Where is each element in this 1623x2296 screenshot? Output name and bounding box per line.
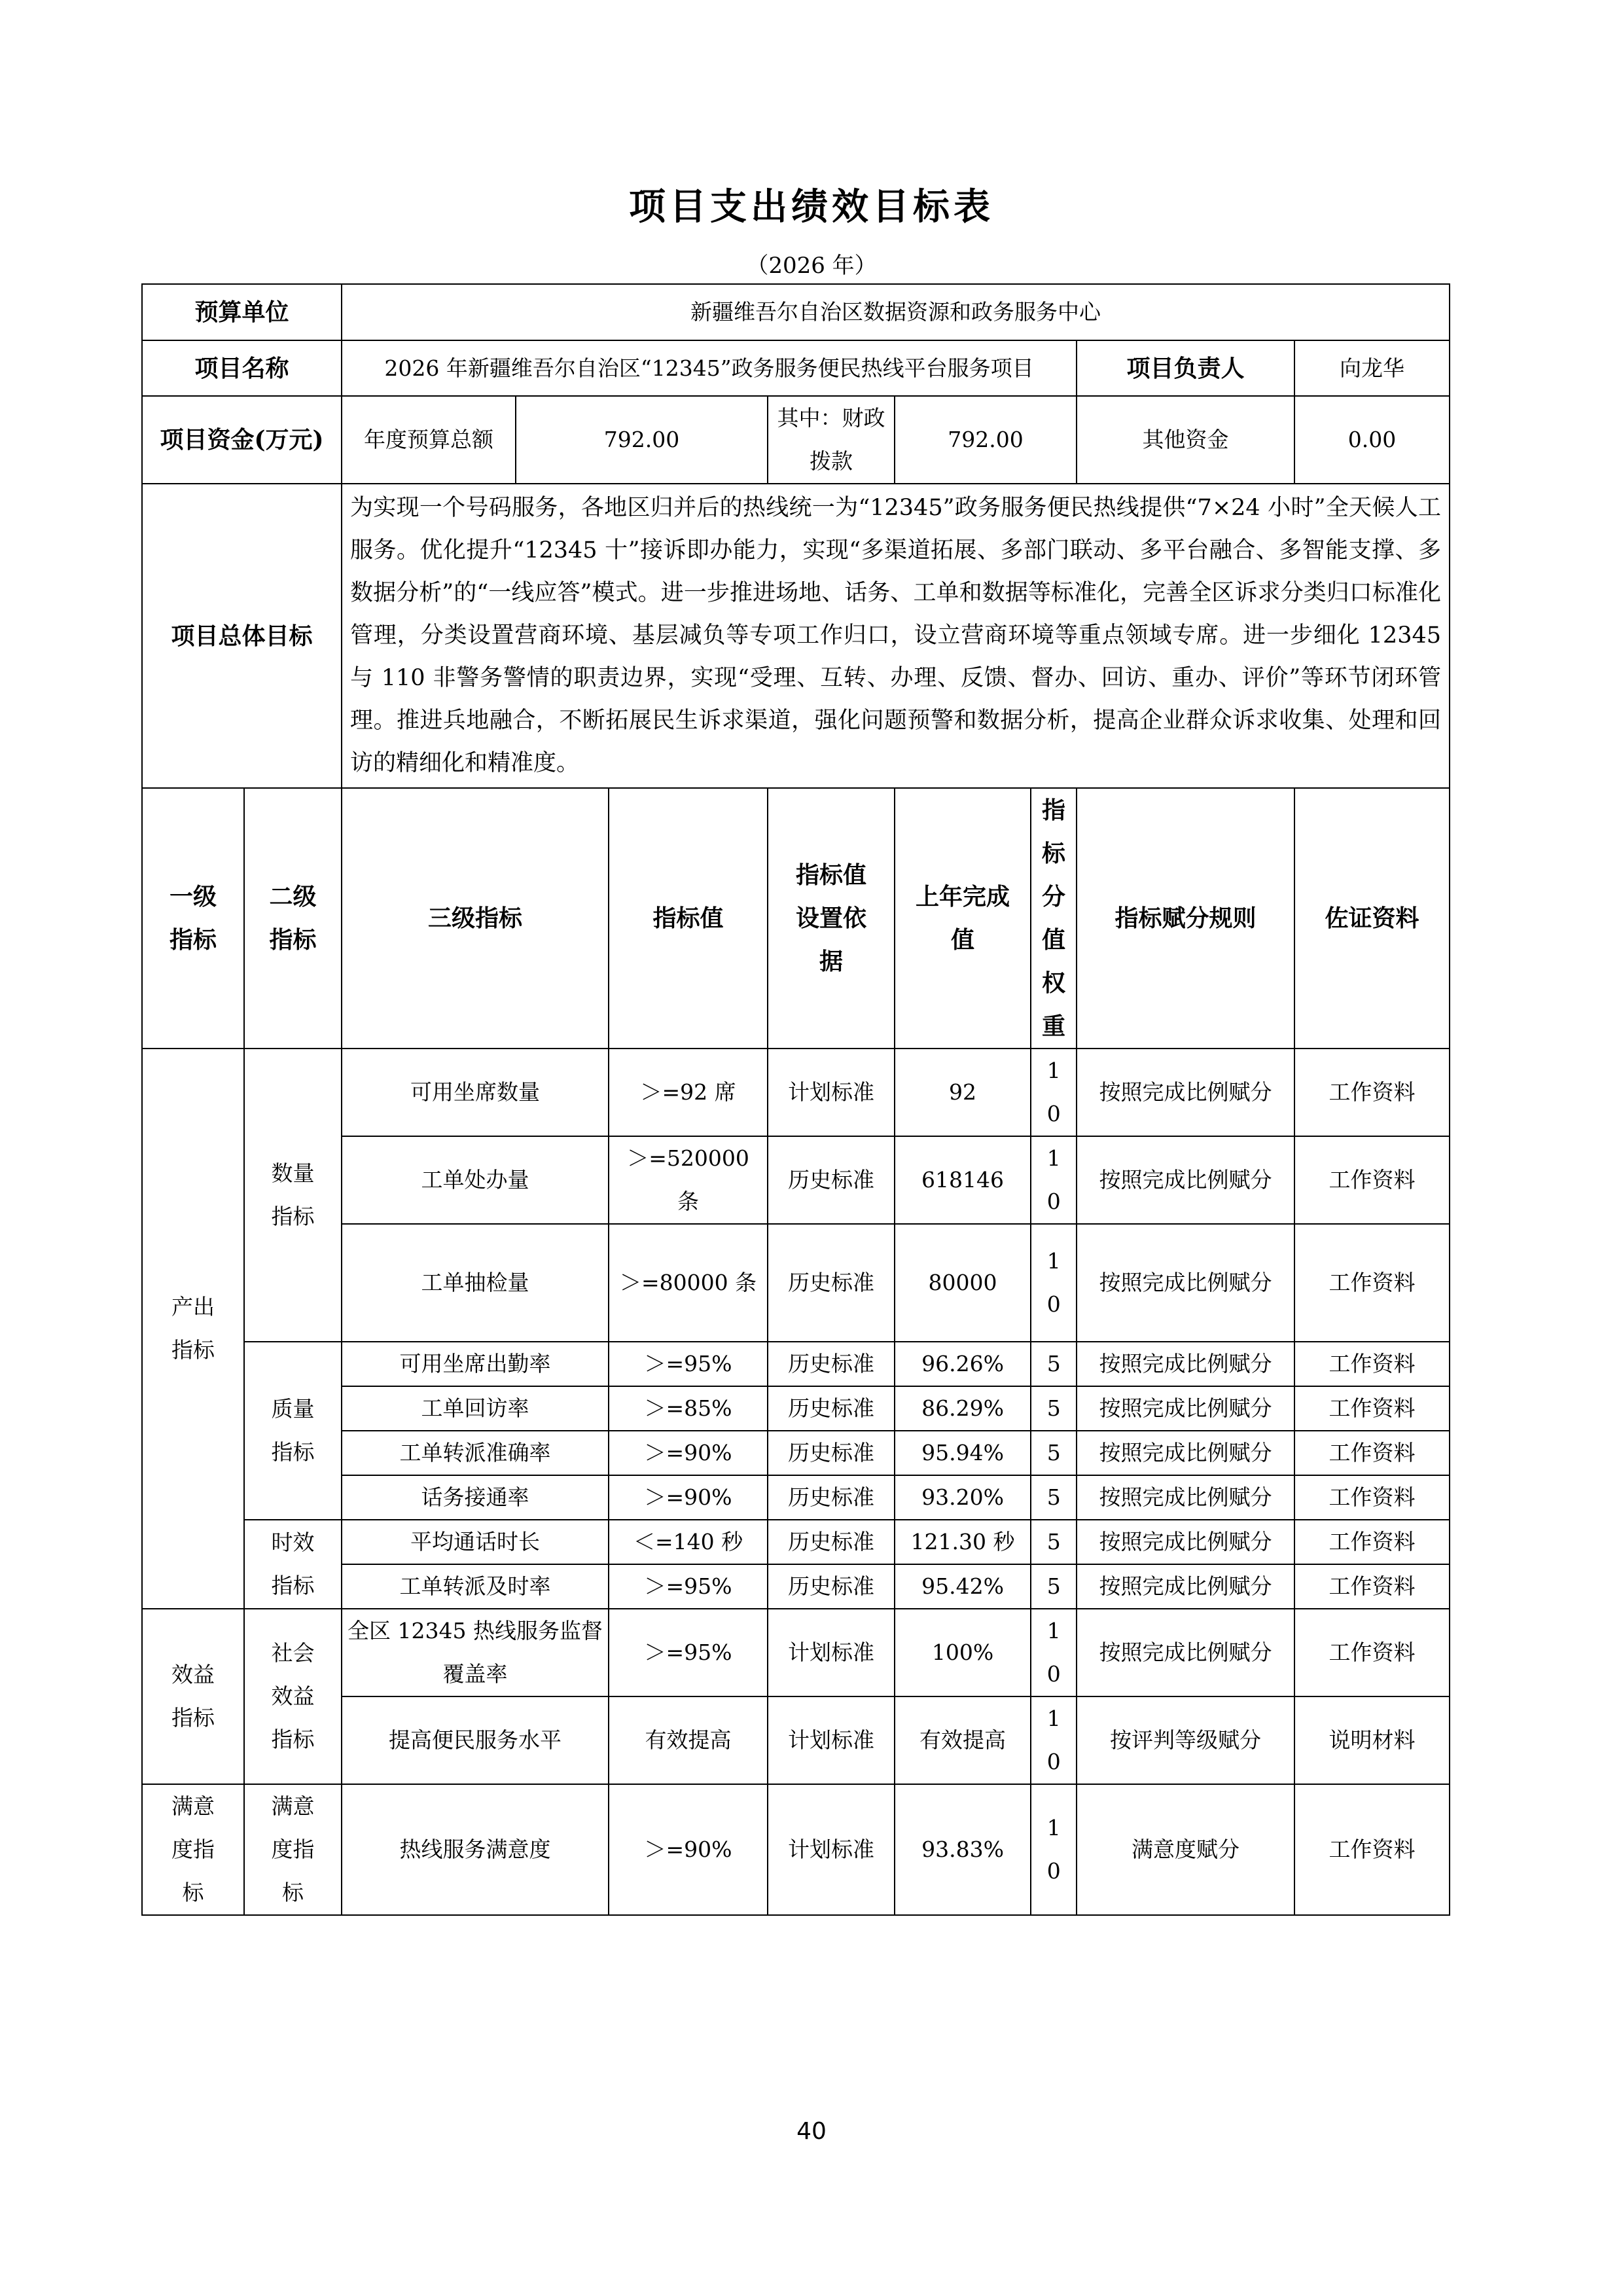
indicator-basis: 历史标准 xyxy=(768,1475,895,1520)
level2-indicator: 社会效益指标 xyxy=(244,1609,342,1784)
evidence: 工作资料 xyxy=(1294,1564,1450,1609)
last-year-value: 93.20% xyxy=(895,1475,1031,1520)
other-funds-value: 0.00 xyxy=(1294,396,1450,484)
indicator-basis: 计划标准 xyxy=(768,1696,895,1784)
indicator-weight: 10 xyxy=(1031,1049,1077,1136)
level3-indicator: 全区 12345 热线服务监督覆盖率 xyxy=(342,1609,609,1696)
indicator-basis: 历史标准 xyxy=(768,1386,895,1431)
level3-indicator: 可用坐席出勤率 xyxy=(342,1342,609,1386)
owner-label: 项目负责人 xyxy=(1077,340,1294,396)
indicator-weight: 5 xyxy=(1031,1520,1077,1564)
indicator-value: ＞=95% xyxy=(609,1564,768,1609)
fiscal-label: 其中：财政拨款 xyxy=(768,396,895,484)
annual-budget-label: 年度预算总额 xyxy=(342,396,516,484)
last-year-value: 80000 xyxy=(895,1224,1031,1342)
indicator-row xyxy=(142,1784,1450,1915)
header-row xyxy=(142,788,1450,1049)
level2-indicator: 时效指标 xyxy=(244,1520,342,1609)
header-last-year: 上年完成值 xyxy=(895,788,1031,1049)
owner-value: 向龙华 xyxy=(1294,340,1450,396)
indicator-basis: 计划标准 xyxy=(768,1049,895,1136)
indicator-basis: 历史标准 xyxy=(768,1342,895,1386)
indicator-weight: 10 xyxy=(1031,1784,1077,1915)
indicator-value: ＞=90% xyxy=(609,1431,768,1475)
indicator-value: ＞=95% xyxy=(609,1609,768,1696)
level1-indicator: 效益指标 xyxy=(142,1609,244,1784)
indicator-basis: 历史标准 xyxy=(768,1431,895,1475)
scoring-rule: 满意度赋分 xyxy=(1077,1784,1294,1915)
indicator-value: ＞=80000 条 xyxy=(609,1224,768,1342)
header-basis: 指标值设置依据 xyxy=(768,788,895,1049)
evidence: 工作资料 xyxy=(1294,1609,1450,1696)
indicator-value: ＞=90% xyxy=(609,1784,768,1915)
indicator-value: ＜=140 秒 xyxy=(609,1520,768,1564)
level3-indicator: 话务接通率 xyxy=(342,1475,609,1520)
level3-indicator: 工单处办量 xyxy=(342,1136,609,1224)
page-title: 项目支出绩效目标表 xyxy=(629,185,994,228)
scoring-rule: 按照完成比例赋分 xyxy=(1077,1520,1294,1564)
last-year-value: 96.26% xyxy=(895,1342,1031,1386)
scoring-rule: 按照完成比例赋分 xyxy=(1077,1136,1294,1224)
indicator-weight: 10 xyxy=(1031,1136,1077,1224)
indicator-value: ＞=90% xyxy=(609,1475,768,1520)
goal-label: 项目总体目标 xyxy=(142,484,342,788)
scoring-rule: 按照完成比例赋分 xyxy=(1077,1049,1294,1136)
indicator-weight: 5 xyxy=(1031,1475,1077,1520)
indicator-weight: 5 xyxy=(1031,1431,1077,1475)
level3-indicator: 提高便民服务水平 xyxy=(342,1696,609,1784)
project-name-row xyxy=(142,340,1450,396)
level1-indicator: 产出指标 xyxy=(142,1049,244,1609)
unit-row xyxy=(142,284,1450,340)
level3-indicator: 工单转派及时率 xyxy=(342,1564,609,1609)
project-name-value: 2026 年新疆维吾尔自治区“12345”政务服务便民热线平台服务项目 xyxy=(342,340,1077,396)
header-level3: 三级指标 xyxy=(342,788,609,1049)
scoring-rule: 按照完成比例赋分 xyxy=(1077,1224,1294,1342)
level3-indicator: 热线服务满意度 xyxy=(342,1784,609,1915)
header-level1: 一级指标 xyxy=(142,788,244,1049)
indicator-basis: 计划标准 xyxy=(768,1609,895,1696)
evidence: 工作资料 xyxy=(1294,1431,1450,1475)
evidence: 工作资料 xyxy=(1294,1475,1450,1520)
year-label: （2026 年） xyxy=(746,253,877,279)
level3-indicator: 可用坐席数量 xyxy=(342,1049,609,1136)
scoring-rule: 按照完成比例赋分 xyxy=(1077,1609,1294,1696)
scoring-rule: 按照完成比例赋分 xyxy=(1077,1342,1294,1386)
indicator-weight: 10 xyxy=(1031,1609,1077,1696)
indicator-row xyxy=(142,1520,1450,1564)
indicator-basis: 历史标准 xyxy=(768,1520,895,1564)
level3-indicator: 工单转派准确率 xyxy=(342,1431,609,1475)
header-level2: 二级指标 xyxy=(244,788,342,1049)
header-rule: 指标赋分规则 xyxy=(1077,788,1294,1049)
scoring-rule: 按照完成比例赋分 xyxy=(1077,1431,1294,1475)
scoring-rule: 按照完成比例赋分 xyxy=(1077,1564,1294,1609)
last-year-value: 95.94% xyxy=(895,1431,1031,1475)
indicator-row xyxy=(142,1342,1450,1386)
fiscal-value: 792.00 xyxy=(895,396,1077,484)
evidence: 工作资料 xyxy=(1294,1136,1450,1224)
level3-indicator: 平均通话时长 xyxy=(342,1520,609,1564)
level3-indicator: 工单回访率 xyxy=(342,1386,609,1431)
indicator-row xyxy=(142,1049,1450,1136)
indicator-basis: 历史标准 xyxy=(768,1136,895,1224)
last-year-value: 95.42% xyxy=(895,1564,1031,1609)
last-year-value: 93.83% xyxy=(895,1784,1031,1915)
last-year-value: 86.29% xyxy=(895,1386,1031,1431)
unit-value: 新疆维吾尔自治区数据资源和政务服务中心 xyxy=(342,284,1450,340)
indicator-value: ＞=520000 条 xyxy=(609,1136,768,1224)
funds-label: 项目资金(万元) xyxy=(142,396,342,484)
indicator-value: 有效提高 xyxy=(609,1696,768,1784)
scoring-rule: 按照完成比例赋分 xyxy=(1077,1475,1294,1520)
annual-budget-value: 792.00 xyxy=(516,396,768,484)
level1-indicator: 满意度指标 xyxy=(142,1784,244,1915)
indicator-value: ＞=95% xyxy=(609,1342,768,1386)
project-name-label: 项目名称 xyxy=(142,340,342,396)
scoring-rule: 按评判等级赋分 xyxy=(1077,1696,1294,1784)
header-value: 指标值 xyxy=(609,788,768,1049)
evidence: 工作资料 xyxy=(1294,1342,1450,1386)
evidence: 工作资料 xyxy=(1294,1049,1450,1136)
unit-label: 预算单位 xyxy=(142,284,342,340)
last-year-value: 有效提高 xyxy=(895,1696,1031,1784)
last-year-value: 121.30 秒 xyxy=(895,1520,1031,1564)
indicator-value: ＞=92 席 xyxy=(609,1049,768,1136)
evidence: 说明材料 xyxy=(1294,1696,1450,1784)
funds-row xyxy=(142,396,1450,484)
last-year-value: 100% xyxy=(895,1609,1031,1696)
last-year-value: 618146 xyxy=(895,1136,1031,1224)
page-number: 40 xyxy=(796,2118,827,2145)
indicator-weight: 5 xyxy=(1031,1386,1077,1431)
level2-indicator: 满意度指标 xyxy=(244,1784,342,1915)
level3-indicator: 工单抽检量 xyxy=(342,1224,609,1342)
indicator-weight: 10 xyxy=(1031,1224,1077,1342)
evidence: 工作资料 xyxy=(1294,1386,1450,1431)
level2-indicator: 质量指标 xyxy=(244,1342,342,1520)
last-year-value: 92 xyxy=(895,1049,1031,1136)
goal-row xyxy=(142,484,1450,788)
indicator-weight: 5 xyxy=(1031,1342,1077,1386)
performance-table xyxy=(141,283,1450,1916)
indicator-basis: 计划标准 xyxy=(768,1784,895,1915)
indicator-basis: 历史标准 xyxy=(768,1564,895,1609)
evidence: 工作资料 xyxy=(1294,1520,1450,1564)
indicator-value: ＞=85% xyxy=(609,1386,768,1431)
goal-text: 为实现一个号码服务，各地区归并后的热线统一为“12345”政务服务便民热线提供“7×24 小时”全天候人工服务。优化提升“12345 十”接诉即办能力，实现“多渠道拓展、多部门联动、多平台融合、多智能支撑、多数据分析”的“一线应答”模式。进一步推进场地、话务、工单和数据等标准化，完善全区诉求分类归口标准化管理，分类设置营商环境、基层减负等专项工作归口，设立营商环境等重点领域专席。进一步细化 12345 与 110 非警务警情的职责边界，实现“受理、互转、办理、反馈、督办、回访、重办、评价”等环节闭环管理。推进兵地融合，不断拓展民生诉求渠道，强化问题预警和数据分析，提高企业群众诉求收集、处理和回访的精细化和精准度。 xyxy=(342,484,1450,788)
header-weight: 指标分值权重 xyxy=(1031,788,1077,1049)
indicator-basis: 历史标准 xyxy=(768,1224,895,1342)
evidence: 工作资料 xyxy=(1294,1784,1450,1915)
header-evidence: 佐证资料 xyxy=(1294,788,1450,1049)
indicator-weight: 5 xyxy=(1031,1564,1077,1609)
level2-indicator: 数量指标 xyxy=(244,1049,342,1342)
scoring-rule: 按照完成比例赋分 xyxy=(1077,1386,1294,1431)
indicator-weight: 10 xyxy=(1031,1696,1077,1784)
other-funds-label: 其他资金 xyxy=(1077,396,1294,484)
evidence: 工作资料 xyxy=(1294,1224,1450,1342)
indicator-row xyxy=(142,1609,1450,1696)
